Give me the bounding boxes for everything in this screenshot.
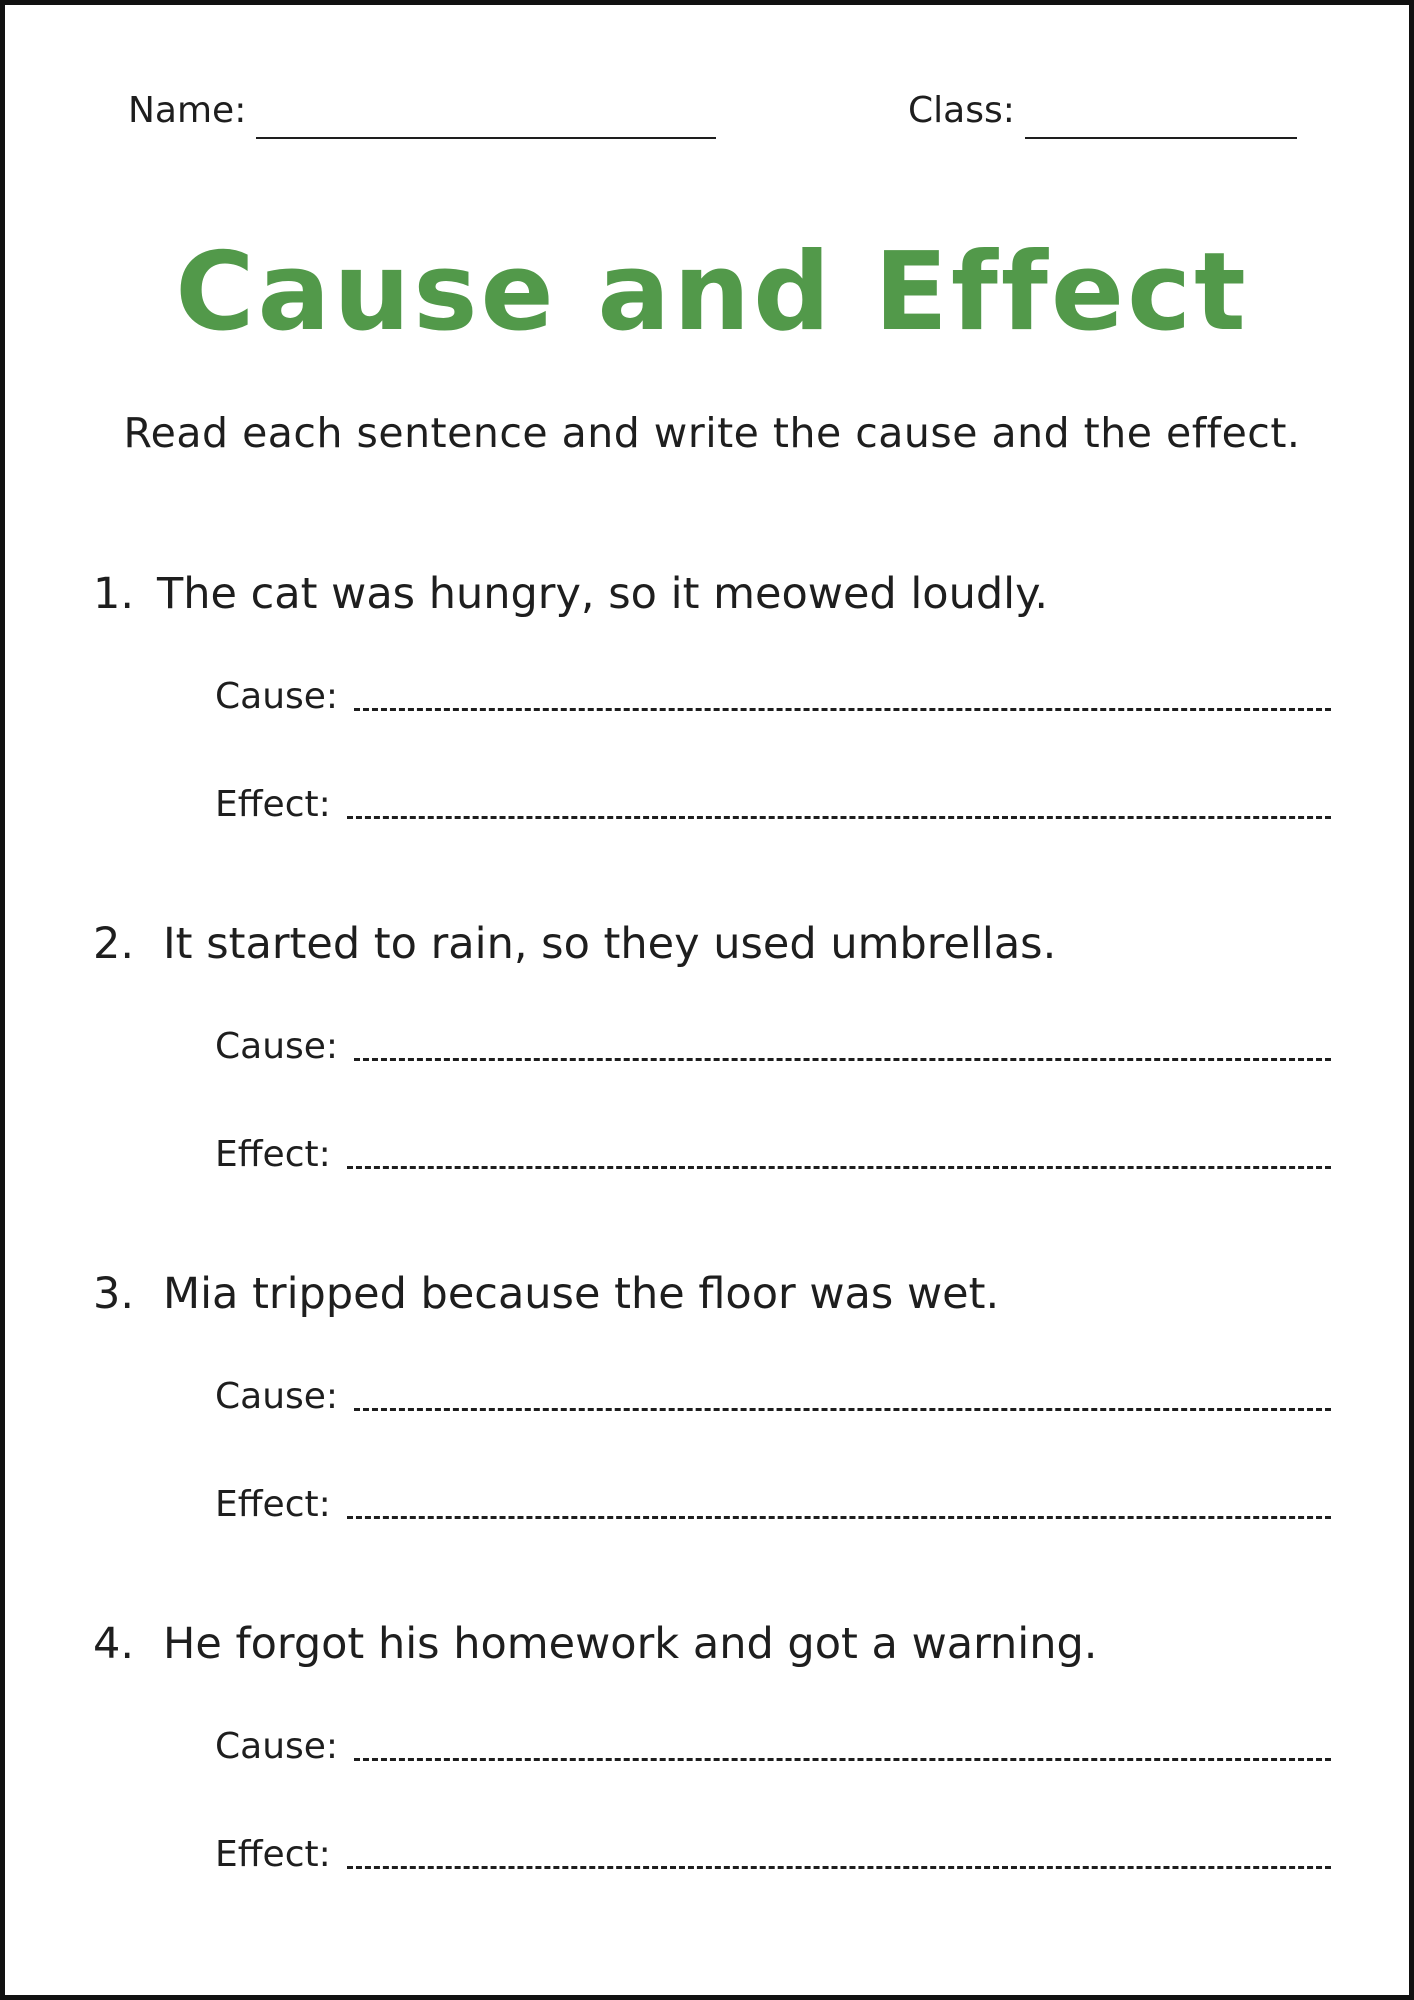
question-sentence: Mia tripped because the floor was wet. xyxy=(163,1269,1000,1319)
cause-row-3 xyxy=(215,1375,1331,1419)
class-label: Class: xyxy=(908,90,1015,131)
question-number: 2. xyxy=(93,919,135,969)
worksheet-title: Cause and Effect xyxy=(175,230,1249,355)
effect-label: Effect: xyxy=(215,1834,331,1875)
instructions: Read each sentence and write the cause and the effect. xyxy=(123,409,1301,457)
question-sentence: It started to rain, so they used umbrellas. xyxy=(163,919,1057,969)
effect-row-4 xyxy=(215,1833,1331,1877)
question-number: 3. xyxy=(93,1269,135,1319)
effect-answer-line[interactable] xyxy=(347,1864,1331,1869)
name-line[interactable] xyxy=(256,97,716,139)
cause-label: Cause: xyxy=(215,1726,339,1767)
cause-row-1 xyxy=(215,675,1331,719)
question-sentence: He forgot his homework and got a warning. xyxy=(163,1619,1098,1669)
question-2 xyxy=(93,916,1056,972)
effect-label: Effect: xyxy=(215,1484,331,1525)
cause-answer-line[interactable] xyxy=(354,1056,1331,1061)
cause-label: Cause: xyxy=(215,676,339,717)
question-3 xyxy=(93,1266,999,1322)
question-1 xyxy=(93,566,1048,622)
class-line[interactable] xyxy=(1025,97,1297,139)
question-number: 4. xyxy=(93,1619,135,1669)
class-field xyxy=(908,89,1297,131)
cause-row-2 xyxy=(215,1025,1331,1069)
effect-answer-line[interactable] xyxy=(347,1164,1331,1169)
question-number: 1. xyxy=(93,569,135,619)
name-field xyxy=(128,89,716,131)
effect-answer-line[interactable] xyxy=(347,814,1331,819)
question-sentence: The cat was hungry, so it meowed loudly. xyxy=(157,569,1049,619)
name-label: Name: xyxy=(128,90,247,131)
question-4 xyxy=(93,1616,1097,1672)
effect-row-1 xyxy=(215,783,1331,827)
cause-label: Cause: xyxy=(215,1026,339,1067)
cause-row-4 xyxy=(215,1725,1331,1769)
effect-label: Effect: xyxy=(215,1134,331,1175)
effect-row-2 xyxy=(215,1133,1331,1177)
effect-row-3 xyxy=(215,1483,1331,1527)
effect-answer-line[interactable] xyxy=(347,1514,1331,1519)
effect-label: Effect: xyxy=(215,784,331,825)
cause-label: Cause: xyxy=(215,1376,339,1417)
cause-answer-line[interactable] xyxy=(354,706,1331,711)
cause-answer-line[interactable] xyxy=(354,1406,1331,1411)
cause-answer-line[interactable] xyxy=(354,1756,1331,1761)
